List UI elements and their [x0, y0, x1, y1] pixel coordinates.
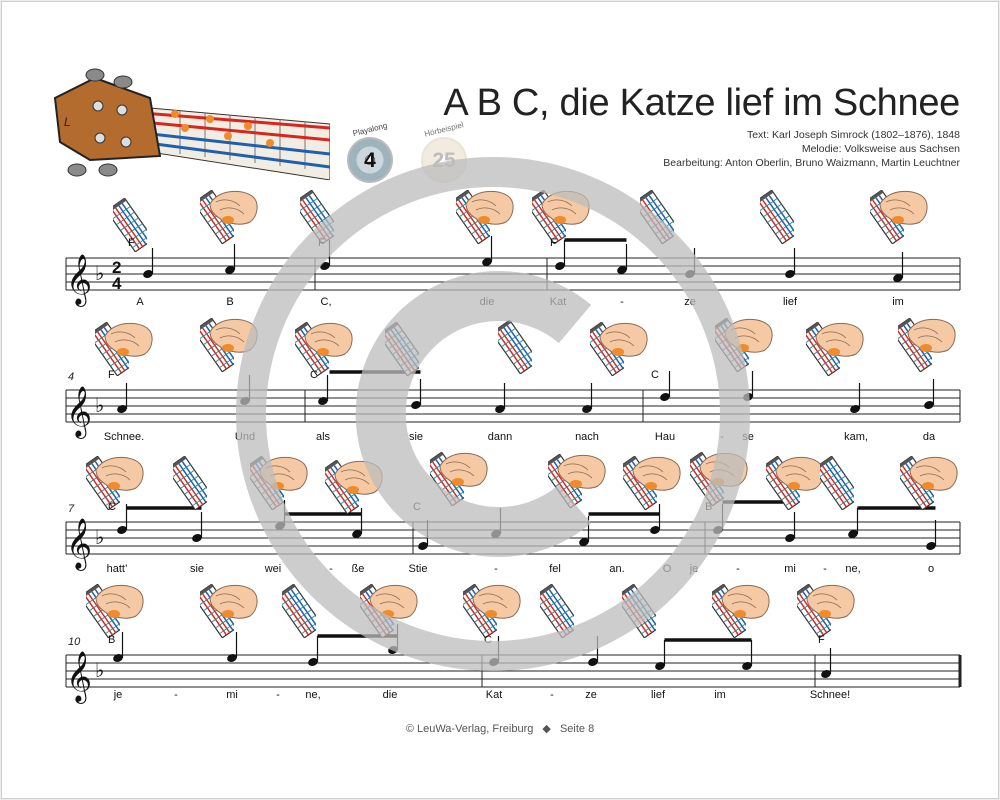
ukulele-fingering-diagram-icon	[864, 190, 927, 244]
ukulele-fingering-diagram-icon	[80, 584, 143, 638]
lyric-syllable: lief	[650, 689, 666, 701]
lyric-syllable: je	[689, 563, 699, 575]
lyric-syllable: O	[662, 563, 672, 575]
lyric-syllable: -	[276, 689, 280, 701]
chord-symbol: C	[484, 634, 492, 646]
lyric-syllable: Und	[234, 431, 256, 443]
playalong-track-number: 4	[364, 149, 376, 172]
ukulele-fingering-diagram-icon	[634, 190, 681, 244]
ukulele-fingering-diagram-icon	[617, 456, 680, 510]
lyric-syllable: Kat	[485, 689, 503, 701]
time-signature-bottom: 4	[112, 274, 122, 293]
chord-symbol: F	[108, 369, 115, 381]
lyric-syllable: -	[823, 563, 827, 575]
lyric-syllable: mi	[226, 689, 238, 701]
melody-credit: Melodie: Volksweise aus Sachsen	[801, 143, 960, 155]
ukulele-fingering-diagram-icon	[319, 460, 382, 514]
chord-symbol: C	[651, 369, 659, 381]
flat-key-signature-icon: ♭	[95, 263, 105, 285]
footer-separator: ◆	[542, 723, 551, 735]
lyric-syllable: -	[494, 563, 498, 575]
ukulele-fingering-diagram-icon	[754, 190, 801, 244]
treble-clef-icon: 𝄞	[66, 387, 93, 436]
lyric-syllable: C,	[320, 296, 332, 308]
chord-symbol: B	[108, 634, 116, 646]
flat-key-signature-icon: ♭	[95, 395, 105, 417]
measure-number: 7	[68, 503, 75, 515]
treble-clef-icon: 𝄞	[66, 255, 93, 304]
lyric-syllable: im	[892, 296, 904, 308]
lyric-syllable: nach	[575, 431, 599, 443]
lyric-syllable: sie	[189, 563, 205, 575]
lyric-syllable: mi	[784, 563, 796, 575]
ukulele-fingering-diagram-icon	[89, 322, 152, 376]
lyric-syllable: A	[136, 296, 144, 308]
ukulele-fingering-diagram-icon	[800, 322, 863, 376]
time-signature-top: 2	[112, 258, 122, 277]
lyric-syllable: Stie	[408, 563, 428, 575]
lyrics-credit: Text: Karl Joseph Simrock (1802–1876), 1848	[746, 129, 960, 141]
lyric-syllable: an.	[609, 563, 625, 575]
ukulele-fingering-diagram-icon	[584, 322, 647, 376]
treble-clef-icon: 𝄞	[66, 519, 93, 568]
lyric-syllable: -	[720, 431, 724, 443]
ukulele-fingering-diagram-icon	[194, 318, 257, 372]
ukulele-fingering-diagram-icon	[294, 190, 341, 244]
ukulele-fingering-diagram-icon	[379, 322, 426, 376]
ukulele-fingering-diagram-icon	[616, 584, 663, 638]
lyric-syllable: ne,	[305, 689, 321, 701]
staff-system	[66, 371, 960, 439]
lyric-syllable: ne,	[845, 563, 861, 575]
lyric-syllable: fel	[549, 563, 561, 575]
lyric-syllable: hatt’	[106, 563, 128, 575]
lyric-syllable: dann	[487, 431, 513, 443]
lyric-syllable: -	[620, 296, 624, 308]
chord-symbol: C	[310, 369, 318, 381]
chord-symbol: B	[705, 501, 713, 513]
lyric-syllable: je	[113, 689, 123, 701]
lyric-syllable: die	[479, 296, 495, 308]
publisher-notice: © LeuWa-Verlag, Freiburg	[405, 723, 534, 735]
ukulele-fingering-diagram-icon	[892, 318, 955, 372]
ukulele-fingering-diagram-icon	[706, 584, 769, 638]
lyric-syllable: B	[226, 296, 234, 308]
ukulele-fingering-diagram-icon	[492, 320, 539, 374]
lyric-syllable: ze	[585, 689, 597, 701]
playalong-label: Playalong	[351, 120, 389, 139]
ukulele-fingering-diagram-icon	[526, 190, 589, 244]
chord-symbol: F	[318, 237, 325, 249]
lyric-syllable: lief	[782, 296, 798, 308]
lyric-syllable: Schnee.	[103, 431, 145, 443]
lyric-syllable: -	[174, 689, 178, 701]
lyric-syllable: sie	[408, 431, 424, 443]
measure-number: 4	[68, 371, 75, 383]
ukulele-fingering-diagram-icon	[457, 584, 520, 638]
lyric-syllable: -	[550, 689, 554, 701]
lyric-syllable: ze	[684, 296, 696, 308]
ukulele-fingering-diagram-icon	[289, 322, 352, 376]
lyric-syllable: Schnee!	[809, 689, 851, 701]
ukulele-fingering-diagram-icon	[194, 190, 257, 244]
chord-symbol: C	[108, 501, 116, 513]
ukulele-fingering-diagram-icon	[194, 584, 257, 638]
ukulele-fingering-diagram-icon	[791, 584, 854, 638]
ukulele-fingering-diagram-icon	[709, 318, 772, 372]
ukulele-fingering-diagram-icon	[450, 190, 513, 244]
lyric-syllable: se	[742, 431, 754, 443]
lyric-syllable: kam,	[844, 431, 868, 443]
lyric-syllable: Hau	[654, 431, 676, 443]
arrangement-credit: Bearbeitung: Anton Oberlin, Bruno Waizmann, Martin Leuchtner	[663, 157, 960, 169]
listening-label: Hörbeispiel	[423, 120, 465, 139]
svg-text:L: L	[64, 115, 71, 129]
ukulele-fingering-diagram-icon	[424, 452, 487, 506]
staff-system	[66, 236, 960, 307]
page-title: A B C, die Katze lief im Schnee	[443, 82, 960, 124]
chord-symbol: F	[128, 237, 135, 249]
page-footer	[0, 722, 1000, 735]
lyric-syllable: als	[315, 431, 331, 443]
ukulele-fingering-diagram-icon	[354, 584, 417, 638]
ukulele-fingering-diagram-icon	[542, 454, 605, 508]
ukulele-fingering-diagram-icon	[167, 456, 214, 510]
flat-key-signature-icon: ♭	[95, 527, 105, 549]
ukulele-fingering-diagram-icon	[684, 452, 747, 506]
lyric-syllable: wei	[264, 563, 282, 575]
lyric-syllable: die	[382, 689, 398, 701]
chord-symbol: C	[413, 501, 421, 513]
lyric-syllable: -	[736, 563, 740, 575]
flat-key-signature-icon: ♭	[95, 660, 105, 682]
chord-symbol: F	[550, 237, 557, 249]
page-number: Seite 8	[559, 723, 595, 735]
lyric-syllable: da	[922, 431, 936, 443]
treble-clef-icon: 𝄞	[66, 652, 93, 701]
lyric-syllable: o	[927, 563, 935, 575]
lyric-syllable: -	[329, 563, 333, 575]
ukulele-fingering-diagram-icon	[534, 584, 581, 638]
listening-track-number: 25	[432, 149, 456, 172]
lyric-syllable: ße	[351, 563, 365, 575]
measure-number: 10	[68, 636, 81, 648]
chord-symbol: F	[818, 634, 825, 646]
ukulele-fingering-diagram-icon	[244, 456, 307, 510]
staff-system	[66, 500, 960, 571]
ukulele-fingering-diagram-icon	[894, 456, 957, 510]
ukulele-fingering-diagram-icon	[276, 584, 323, 638]
lyric-syllable: Kat	[549, 296, 567, 308]
lyric-syllable: im	[714, 689, 726, 701]
